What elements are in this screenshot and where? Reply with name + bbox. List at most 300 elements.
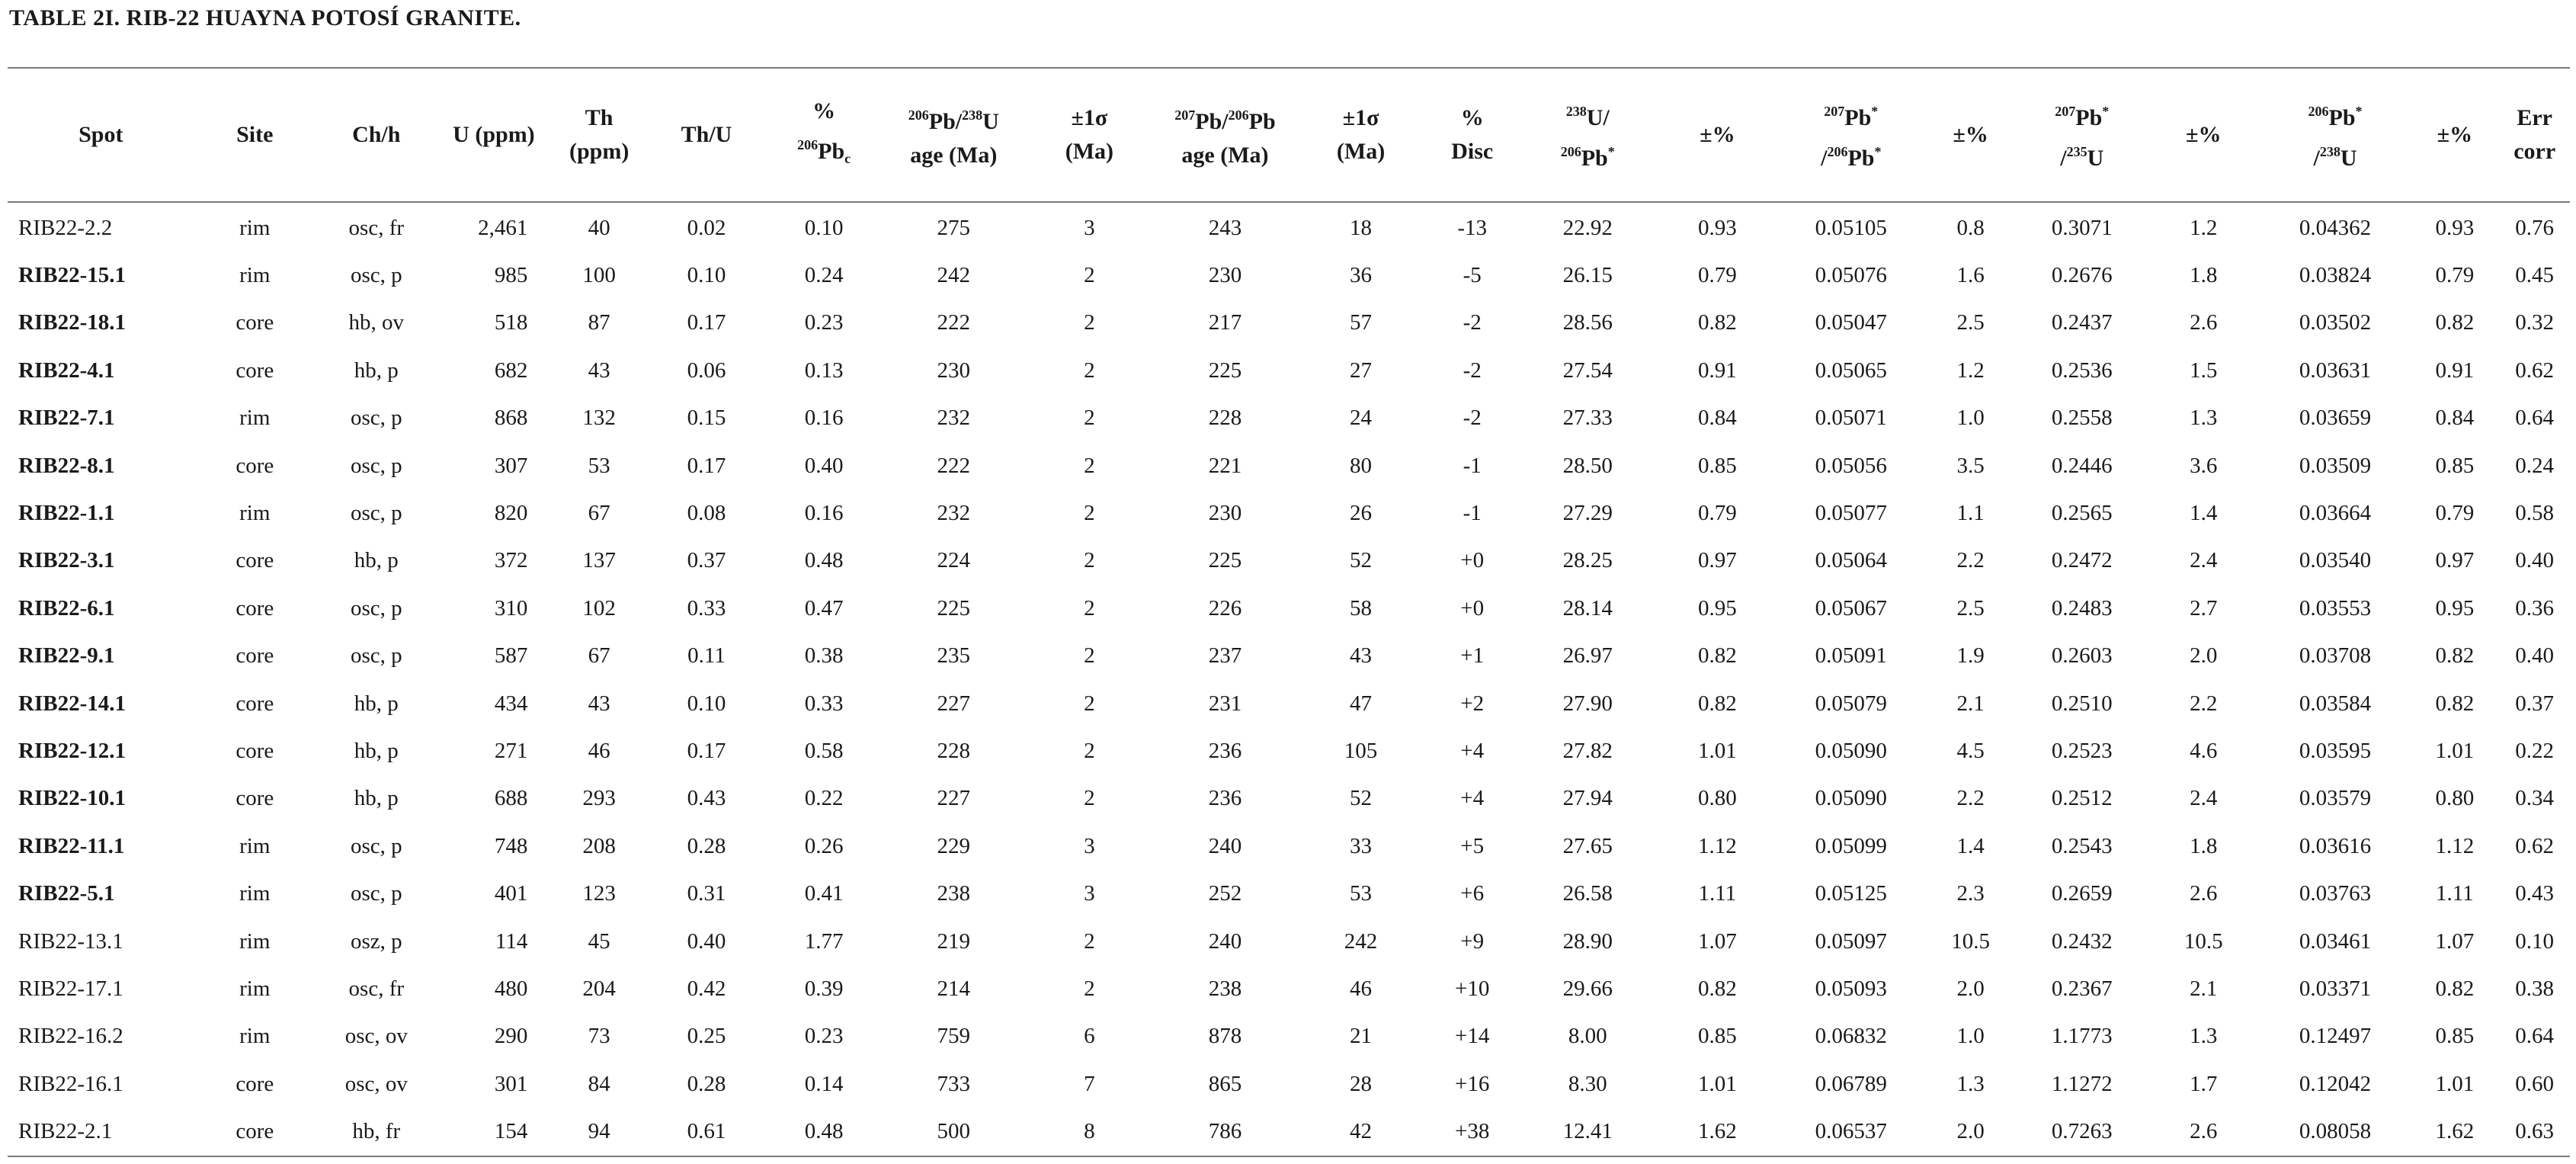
pm-2-cell: 1.3 xyxy=(1956,1071,1985,1096)
ratio-207pb-235u-cell: 0.2659 xyxy=(2051,881,2113,906)
pct-pbc-cell: 0.23 xyxy=(804,1024,844,1049)
age-207-206-cell: 237 xyxy=(1208,643,1242,669)
u-ppm-cell: 290 xyxy=(494,1024,528,1049)
ratio-238u-206pb-cell: 22.92 xyxy=(1562,215,1613,240)
pct-disc-cell: +16 xyxy=(1455,1071,1490,1096)
age-207-206-cell: 240 xyxy=(1208,928,1242,954)
err-2-cell: 80 xyxy=(1350,453,1373,478)
err-2-cell: 53 xyxy=(1350,881,1373,906)
pm-1-cell: 0.95 xyxy=(1697,595,1737,620)
ratio-206pb-238u-cell: 0.03509 xyxy=(2299,453,2372,478)
u-ppm-cell: 682 xyxy=(494,358,528,383)
pct-disc-cell: +4 xyxy=(1460,786,1485,811)
pm-2-cell: 2.1 xyxy=(1956,691,1985,716)
col-ch-h: Ch/h xyxy=(352,122,401,147)
ratio-207pb-206pb-cell: 0.05097 xyxy=(1815,928,1887,954)
ratio-238u-206pb-cell: 28.25 xyxy=(1562,548,1613,573)
pct-disc-cell: +10 xyxy=(1455,976,1490,1001)
pm-1-cell: 1.11 xyxy=(1698,881,1737,906)
u-ppm-cell: 401 xyxy=(494,881,528,906)
site-cell: rim xyxy=(239,501,271,526)
ratio-238u-206pb-cell: 27.33 xyxy=(1562,406,1613,431)
u-ppm-cell: 2,461 xyxy=(478,215,528,240)
ratio-238u-206pb-cell: 8.30 xyxy=(1568,1071,1607,1096)
err-corr-cell: 0.45 xyxy=(2515,263,2555,288)
age-206-238-cell: 227 xyxy=(937,786,971,811)
site-cell: core xyxy=(235,691,274,716)
pm-3-cell: 10.5 xyxy=(2184,928,2223,954)
age-207-206-cell: 236 xyxy=(1208,786,1242,811)
u-ppm-cell: 301 xyxy=(494,1071,528,1096)
ratio-207pb-206pb-cell: 0.05077 xyxy=(1815,501,1887,526)
th-ppm-cell: 94 xyxy=(588,1119,610,1144)
ratio-207pb-235u-cell: 0.2558 xyxy=(2051,406,2113,431)
bottom-rule xyxy=(8,1156,2570,1157)
th-ppm-cell: 67 xyxy=(588,501,610,526)
th-u-cell: 0.10 xyxy=(687,691,726,716)
table-row xyxy=(8,870,2570,917)
err-corr-cell: 0.76 xyxy=(2515,215,2555,240)
table-row xyxy=(8,775,2570,822)
ratio-238u-206pb-cell: 29.66 xyxy=(1562,976,1613,1001)
pct-disc-cell: -1 xyxy=(1463,501,1482,526)
ratio-206pb-238u-cell: 0.03502 xyxy=(2299,310,2372,335)
th-ppm-cell: 53 xyxy=(588,453,610,478)
pm-3-cell: 1.3 xyxy=(2190,1024,2218,1049)
ratio-207pb-235u-cell: 0.3071 xyxy=(2051,215,2113,240)
err-2-cell: 105 xyxy=(1344,738,1378,763)
ch-h-cell: osc, p xyxy=(350,263,402,288)
pm-2-cell: 2.3 xyxy=(1956,881,1985,906)
site-cell: core xyxy=(235,1119,274,1144)
th-u-cell: 0.11 xyxy=(687,643,726,669)
age-207-206-cell: 878 xyxy=(1208,1024,1242,1049)
pm-3-cell: 4.6 xyxy=(2190,738,2218,763)
pm-2-cell: 4.5 xyxy=(1956,738,1985,763)
age-206-238-cell: 225 xyxy=(937,595,971,620)
err-2-cell: 52 xyxy=(1350,786,1373,811)
age-206-238-cell: 242 xyxy=(937,263,971,288)
ratio-207pb-206pb-cell: 0.06789 xyxy=(1815,1071,1887,1096)
ch-h-cell: osc, fr xyxy=(348,976,405,1001)
ratio-206pb-238u-cell: 0.03371 xyxy=(2299,976,2372,1001)
err-2-cell: 18 xyxy=(1350,215,1373,240)
ratio-207pb-235u-cell: 0.2523 xyxy=(2051,738,2113,763)
pm-1-cell: 0.82 xyxy=(1697,976,1737,1001)
pm-4-cell: 0.80 xyxy=(2435,786,2475,811)
table-row xyxy=(8,1060,2570,1108)
pct-pbc-cell: 0.16 xyxy=(804,406,844,431)
pm-4-cell: 0.95 xyxy=(2435,595,2475,620)
ratio-206pb-238u-cell: 0.03824 xyxy=(2299,263,2372,288)
pct-pbc-cell: 0.10 xyxy=(804,215,844,240)
ratio-238u-206pb-cell: 27.94 xyxy=(1562,786,1613,811)
th-ppm-cell: 43 xyxy=(588,691,610,716)
err-1-cell: 2 xyxy=(1084,310,1095,335)
pm-2-cell: 1.1 xyxy=(1956,501,1985,526)
err-1-cell: 3 xyxy=(1084,215,1095,240)
pm-1-cell: 0.79 xyxy=(1697,501,1737,526)
site-cell: core xyxy=(235,310,274,335)
age-207-206-cell: 217 xyxy=(1208,310,1242,335)
pct-disc-cell: +5 xyxy=(1460,833,1485,858)
spot-cell: RIB22-12.1 xyxy=(18,738,126,763)
pct-disc-cell: -2 xyxy=(1463,358,1482,383)
age-207-206-cell: 252 xyxy=(1208,881,1242,906)
ratio-206pb-238u-cell: 0.03540 xyxy=(2299,548,2372,573)
th-u-cell: 0.08 xyxy=(687,501,726,526)
th-u-cell: 0.02 xyxy=(687,215,726,240)
pm-1-cell: 0.79 xyxy=(1697,263,1737,288)
pm-4-cell: 0.82 xyxy=(2435,691,2475,716)
th-ppm-cell: 87 xyxy=(588,310,610,335)
pct-pbc-cell: 0.13 xyxy=(804,358,844,383)
th-ppm-cell: 67 xyxy=(588,643,610,669)
th-ppm-cell: 45 xyxy=(588,928,610,954)
age-207-206-cell: 238 xyxy=(1208,976,1242,1001)
ratio-206pb-238u-cell: 0.03763 xyxy=(2299,881,2372,906)
spot-cell: RIB22-2.1 xyxy=(18,1119,113,1144)
pct-pbc-cell: 0.22 xyxy=(804,786,844,811)
col-u-ppm: U (ppm) xyxy=(453,122,535,147)
spot-cell: RIB22-18.1 xyxy=(18,310,126,335)
th-u-cell: 0.25 xyxy=(687,1024,726,1049)
age-206-238-cell: 214 xyxy=(937,976,971,1001)
err-corr-cell: 0.10 xyxy=(2515,928,2555,954)
ch-h-cell: osc, ov xyxy=(344,1024,408,1049)
err-corr-cell: 0.63 xyxy=(2515,1119,2555,1144)
ratio-206pb-238u-cell: 0.03461 xyxy=(2299,928,2372,954)
err-1-cell: 2 xyxy=(1084,548,1095,573)
err-corr-cell: 0.60 xyxy=(2515,1071,2555,1096)
age-206-238-cell: 759 xyxy=(937,1024,971,1049)
pct-disc-cell: -2 xyxy=(1463,310,1482,335)
table-row xyxy=(8,822,2570,870)
pm-2-cell: 0.8 xyxy=(1956,215,1985,240)
site-cell: core xyxy=(235,1071,274,1096)
ratio-238u-206pb-cell: 27.54 xyxy=(1562,358,1613,383)
err-2-cell: 58 xyxy=(1350,595,1373,620)
err-1-cell: 2 xyxy=(1084,976,1095,1001)
err-2-cell: 47 xyxy=(1350,691,1373,716)
site-cell: rim xyxy=(239,406,271,431)
pm-1-cell: 0.91 xyxy=(1697,358,1737,383)
ratio-207pb-235u-cell: 0.2536 xyxy=(2051,358,2113,383)
th-u-cell: 0.43 xyxy=(687,786,726,811)
err-corr-cell: 0.38 xyxy=(2515,976,2555,1001)
err-2-cell: 46 xyxy=(1350,976,1373,1001)
ratio-207pb-206pb-cell: 0.05090 xyxy=(1815,786,1887,811)
pm-1-cell: 0.93 xyxy=(1697,215,1737,240)
col-pct-disc: % Disc xyxy=(1451,105,1494,164)
err-1-cell: 3 xyxy=(1084,881,1095,906)
pm-3-cell: 1.2 xyxy=(2190,215,2218,240)
pm-2-cell: 2.5 xyxy=(1956,595,1985,620)
err-1-cell: 2 xyxy=(1084,406,1095,431)
spot-cell: RIB22-3.1 xyxy=(18,548,115,573)
pm-4-cell: 0.79 xyxy=(2435,263,2475,288)
table-title: TABLE 2I. RIB-22 HUAYNA POTOSÍ GRANITE. xyxy=(9,5,521,30)
pm-2-cell: 3.5 xyxy=(1956,453,1985,478)
th-u-cell: 0.15 xyxy=(687,406,726,431)
err-1-cell: 6 xyxy=(1084,1024,1095,1049)
age-207-206-cell: 243 xyxy=(1208,215,1242,240)
pct-disc-cell: +0 xyxy=(1460,595,1485,620)
pm-4-cell: 1.01 xyxy=(2435,738,2475,763)
ratio-207pb-235u-cell: 0.7263 xyxy=(2051,1119,2113,1144)
ratio-238u-206pb-cell: 28.56 xyxy=(1562,310,1613,335)
pct-disc-cell: +1 xyxy=(1460,643,1485,669)
site-cell: rim xyxy=(239,215,271,240)
age-207-206-cell: 231 xyxy=(1208,691,1242,716)
err-corr-cell: 0.37 xyxy=(2515,691,2555,716)
age-207-206-cell: 225 xyxy=(1208,358,1242,383)
site-cell: rim xyxy=(239,976,271,1001)
pct-disc-cell: +2 xyxy=(1460,691,1485,716)
age-206-238-cell: 229 xyxy=(937,833,971,858)
age-206-238-cell: 222 xyxy=(937,310,971,335)
pct-disc-cell: -5 xyxy=(1463,263,1482,288)
err-corr-cell: 0.40 xyxy=(2515,643,2555,669)
pct-disc-cell: -1 xyxy=(1463,453,1482,478)
pct-pbc-cell: 0.33 xyxy=(804,691,844,716)
age-206-238-cell: 222 xyxy=(937,453,971,478)
pct-pbc-cell: 0.58 xyxy=(804,738,844,763)
ratio-207pb-206pb-cell: 0.05047 xyxy=(1815,310,1887,335)
spot-cell: RIB22-5.1 xyxy=(18,881,115,906)
col-site: Site xyxy=(236,122,274,147)
u-ppm-cell: 154 xyxy=(494,1119,528,1144)
th-ppm-cell: 73 xyxy=(588,1024,610,1049)
ratio-207pb-235u-cell: 0.2367 xyxy=(2051,976,2113,1001)
ratio-207pb-235u-cell: 0.2543 xyxy=(2051,833,2113,858)
pm-2-cell: 2.0 xyxy=(1956,976,1985,1001)
table-row xyxy=(8,252,2570,299)
err-corr-cell: 0.22 xyxy=(2515,738,2555,763)
ratio-207pb-235u-cell: 0.2510 xyxy=(2051,691,2113,716)
ratio-207pb-235u-cell: 0.2483 xyxy=(2051,595,2113,620)
col-pm-1: ±% xyxy=(1700,122,1735,147)
table-row xyxy=(8,201,2570,252)
th-ppm-cell: 204 xyxy=(582,976,616,1001)
pct-pbc-cell: 0.16 xyxy=(804,501,844,526)
th-u-cell: 0.28 xyxy=(687,1071,726,1096)
ch-h-cell: hb, p xyxy=(354,786,399,811)
site-cell: core xyxy=(235,358,274,383)
col-pm-4: ±% xyxy=(2437,122,2473,147)
ratio-206pb-238u-cell: 0.12497 xyxy=(2299,1024,2372,1049)
spot-cell: RIB22-8.1 xyxy=(18,453,115,478)
err-2-cell: 52 xyxy=(1350,548,1373,573)
pm-4-cell: 0.84 xyxy=(2435,406,2475,431)
ratio-238u-206pb-cell: 26.97 xyxy=(1562,643,1613,669)
err-2-cell: 33 xyxy=(1350,833,1373,858)
ch-h-cell: osc, ov xyxy=(344,1071,408,1096)
col-age-206-238: $^{206}$Pb/$^{238}$U age (Ma) xyxy=(908,107,999,168)
pm-1-cell: 0.85 xyxy=(1697,1024,1737,1049)
pm-4-cell: 0.85 xyxy=(2435,453,2475,478)
site-cell: core xyxy=(235,786,274,811)
ch-h-cell: hb, p xyxy=(354,691,399,716)
age-206-238-cell: 230 xyxy=(937,358,971,383)
ratio-207pb-235u-cell: 0.2565 xyxy=(2051,501,2113,526)
ratio-238u-206pb-cell: 28.90 xyxy=(1562,928,1613,954)
spot-cell: RIB22-16.1 xyxy=(18,1071,123,1096)
spot-cell: RIB22-14.1 xyxy=(18,691,126,716)
age-207-206-cell: 786 xyxy=(1208,1119,1242,1144)
pm-3-cell: 2.6 xyxy=(2190,1119,2218,1144)
pm-2-cell: 10.5 xyxy=(1951,928,1990,954)
spot-cell: RIB22-4.1 xyxy=(18,358,115,383)
ratio-207pb-206pb-cell: 0.05071 xyxy=(1815,406,1887,431)
err-1-cell: 3 xyxy=(1084,833,1095,858)
u-ppm-cell: 307 xyxy=(494,453,528,478)
err-1-cell: 2 xyxy=(1084,928,1095,954)
ratio-206pb-238u-cell: 0.12042 xyxy=(2299,1071,2372,1096)
col-pct-pbc: % $^{206}Pb_c$ xyxy=(797,98,851,166)
err-2-cell: 24 xyxy=(1350,406,1373,431)
pm-2-cell: 1.0 xyxy=(1956,406,1985,431)
age-206-238-cell: 232 xyxy=(937,501,971,526)
age-207-206-cell: 230 xyxy=(1208,263,1242,288)
u-ppm-cell: 688 xyxy=(494,786,528,811)
th-u-cell: 0.06 xyxy=(687,358,726,383)
ratio-238u-206pb-cell: 27.65 xyxy=(1562,833,1613,858)
err-1-cell: 2 xyxy=(1084,691,1095,716)
pct-disc-cell: +14 xyxy=(1455,1024,1490,1049)
th-u-cell: 0.37 xyxy=(687,548,726,573)
age-206-238-cell: 227 xyxy=(937,691,971,716)
pm-3-cell: 1.8 xyxy=(2190,263,2218,288)
col-err-1: ±1σ (Ma) xyxy=(1065,105,1114,164)
err-corr-cell: 0.64 xyxy=(2515,406,2555,431)
ch-h-cell: hb, fr xyxy=(352,1119,401,1144)
pct-pbc-cell: 0.38 xyxy=(804,643,844,669)
pm-4-cell: 1.62 xyxy=(2435,1119,2475,1144)
th-ppm-cell: 46 xyxy=(588,738,610,763)
ratio-206pb-238u-cell: 0.03616 xyxy=(2299,833,2372,858)
spot-cell: RIB22-9.1 xyxy=(18,643,115,669)
pm-1-cell: 0.97 xyxy=(1697,548,1737,573)
th-u-cell: 0.10 xyxy=(687,263,726,288)
age-206-238-cell: 224 xyxy=(937,548,971,573)
ratio-238u-206pb-cell: 27.82 xyxy=(1562,738,1613,763)
th-ppm-cell: 137 xyxy=(582,548,616,573)
ratio-207pb-235u-cell: 0.2432 xyxy=(2051,928,2113,954)
pm-4-cell: 0.82 xyxy=(2435,976,2475,1001)
table-row xyxy=(8,918,2570,965)
table-row xyxy=(8,442,2570,489)
col-207pb-206pb: $^{207}$Pb* /$^{206}$Pb* xyxy=(1821,104,1882,171)
err-2-cell: 42 xyxy=(1350,1119,1373,1144)
spot-cell: RIB22-1.1 xyxy=(18,501,115,526)
err-1-cell: 2 xyxy=(1084,643,1095,669)
pct-pbc-cell: 0.48 xyxy=(804,1119,844,1144)
ch-h-cell: hb, p xyxy=(354,548,399,573)
ch-h-cell: hb, p xyxy=(354,738,399,763)
pm-4-cell: 1.07 xyxy=(2435,928,2475,954)
table-header xyxy=(8,69,2570,201)
age-206-238-cell: 219 xyxy=(937,928,971,954)
site-cell: rim xyxy=(239,1024,271,1049)
ratio-206pb-238u-cell: 0.03664 xyxy=(2299,501,2372,526)
site-cell: rim xyxy=(239,833,271,858)
err-1-cell: 2 xyxy=(1084,738,1095,763)
site-cell: rim xyxy=(239,928,271,954)
pm-3-cell: 2.4 xyxy=(2190,786,2218,811)
pm-1-cell: 0.82 xyxy=(1697,691,1737,716)
pm-2-cell: 1.9 xyxy=(1956,643,1985,669)
spot-cell: RIB22-13.1 xyxy=(18,928,123,954)
pm-2-cell: 1.0 xyxy=(1956,1024,1985,1049)
table-row xyxy=(8,347,2570,394)
pm-1-cell: 1.62 xyxy=(1697,1119,1737,1144)
th-u-cell: 0.28 xyxy=(687,833,726,858)
pm-4-cell: 0.85 xyxy=(2435,1024,2475,1049)
spot-cell: RIB22-2.2 xyxy=(18,215,113,240)
u-ppm-cell: 985 xyxy=(494,263,528,288)
err-corr-cell: 0.58 xyxy=(2515,501,2555,526)
col-age-207-206: $^{207}$Pb/$^{206}$Pb age (Ma) xyxy=(1174,107,1276,168)
err-corr-cell: 0.32 xyxy=(2515,310,2555,335)
table-row xyxy=(8,1013,2570,1060)
err-corr-cell: 0.24 xyxy=(2515,453,2555,478)
pct-pbc-cell: 0.26 xyxy=(804,833,844,858)
err-1-cell: 2 xyxy=(1084,358,1095,383)
ratio-207pb-235u-cell: 0.2512 xyxy=(2051,786,2113,811)
u-ppm-cell: 480 xyxy=(494,976,528,1001)
age-206-238-cell: 275 xyxy=(937,215,971,240)
ratio-238u-206pb-cell: 12.41 xyxy=(1562,1119,1613,1144)
ratio-207pb-206pb-cell: 0.05079 xyxy=(1815,691,1887,716)
pm-3-cell: 2.7 xyxy=(2190,595,2218,620)
col-spot: Spot xyxy=(78,122,123,147)
ratio-207pb-235u-cell: 0.2437 xyxy=(2051,310,2113,335)
ch-h-cell: hb, ov xyxy=(348,310,405,335)
spot-cell: RIB22-6.1 xyxy=(18,595,115,620)
pm-3-cell: 1.3 xyxy=(2190,406,2218,431)
table-row xyxy=(8,727,2570,774)
ratio-207pb-206pb-cell: 0.05099 xyxy=(1815,833,1887,858)
ratio-207pb-206pb-cell: 0.06832 xyxy=(1815,1024,1887,1049)
age-206-238-cell: 500 xyxy=(937,1119,971,1144)
ratio-238u-206pb-cell: 28.14 xyxy=(1562,595,1613,620)
ratio-238u-206pb-cell: 26.15 xyxy=(1562,263,1613,288)
err-2-cell: 28 xyxy=(1350,1071,1373,1096)
table-row xyxy=(8,395,2570,442)
pm-1-cell: 1.01 xyxy=(1697,1071,1737,1096)
ratio-207pb-206pb-cell: 0.05093 xyxy=(1815,976,1887,1001)
u-ppm-cell: 114 xyxy=(495,928,528,954)
col-206pb-238u: $^{206}$Pb* /$^{238}$U xyxy=(2308,104,2363,171)
th-ppm-cell: 84 xyxy=(588,1071,610,1096)
pm-4-cell: 0.91 xyxy=(2435,358,2475,383)
err-2-cell: 21 xyxy=(1350,1024,1373,1049)
spot-cell: RIB22-15.1 xyxy=(18,263,126,288)
pm-3-cell: 1.4 xyxy=(2190,501,2218,526)
ratio-206pb-238u-cell: 0.08058 xyxy=(2299,1119,2372,1144)
ratio-207pb-235u-cell: 0.2472 xyxy=(2051,548,2113,573)
err-corr-cell: 0.43 xyxy=(2515,881,2555,906)
ratio-207pb-235u-cell: 0.2603 xyxy=(2051,643,2113,669)
pm-3-cell: 2.6 xyxy=(2190,881,2218,906)
ch-h-cell: osc, p xyxy=(350,406,402,431)
err-1-cell: 2 xyxy=(1084,595,1095,620)
col-err-2: ±1σ (Ma) xyxy=(1336,105,1386,164)
u-ppm-cell: 372 xyxy=(494,548,528,573)
th-ppm-cell: 132 xyxy=(582,406,616,431)
ch-h-cell: osc, p xyxy=(350,453,402,478)
